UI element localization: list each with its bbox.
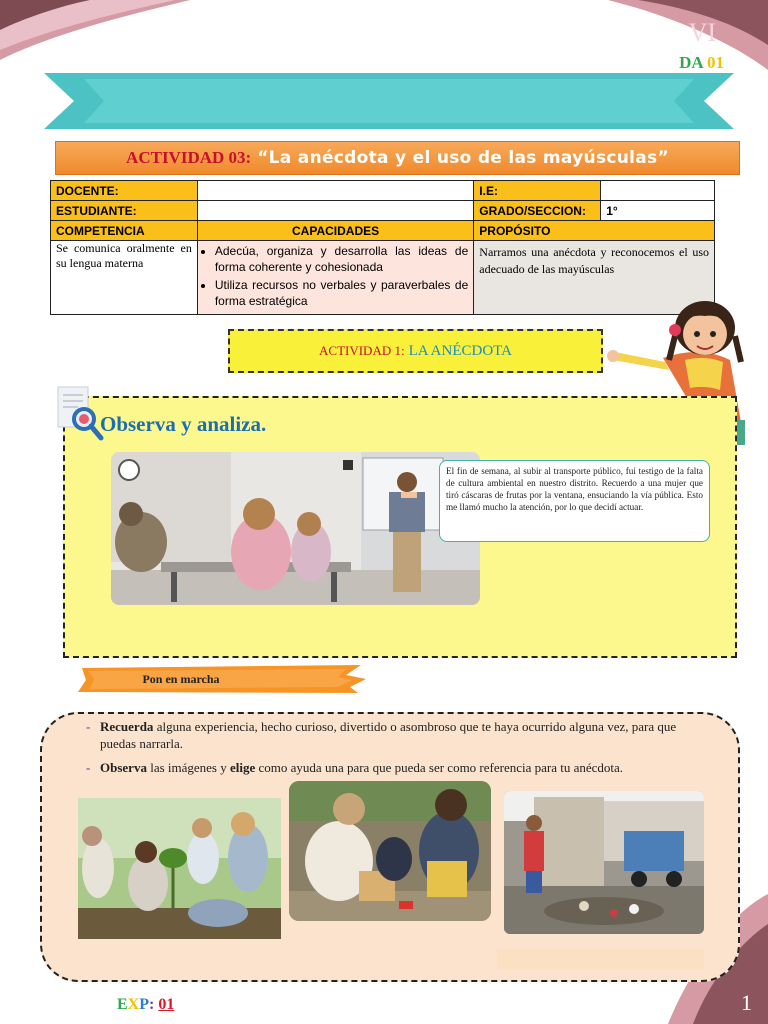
competencia-header: COMPETENCIA [51, 221, 198, 241]
instruction-item-recuerda [86, 718, 706, 752]
da-number: 01 [707, 53, 724, 72]
page-number: 1 [741, 990, 752, 1015]
magnifier-document-icon [56, 385, 104, 443]
instruction-item-observa [86, 759, 706, 776]
dash-bullet-icon: - [86, 760, 91, 775]
estudiante-field[interactable] [197, 201, 473, 221]
competencia-text: Se comunica oralmente en su lengua materna [51, 241, 198, 315]
littered-street-photo [504, 791, 704, 934]
proposito-text: Narramos una anécdota y reconocemos el uso adecuado de las mayúsculas [474, 241, 715, 315]
da-prefix: DA [679, 53, 707, 72]
ie-field[interactable] [601, 181, 715, 201]
activity-1-box [228, 329, 603, 373]
activity-subtitle: “La anécdota y el uso de las mayúsculas” [257, 148, 669, 168]
anecdote-speech-bubble: El fin de semana, al subir al transporte público, fui testigo de la falta de cultura ambiental en nuestro distrito. Recuerdo a una mujer que tiró cáscaras de frutas por la ventana, ensuciando la vía pública. Esto me llamó mucho la atención, por lo que decidí actuar. [439, 460, 710, 542]
proposito-header: PROPÓSITO [474, 221, 715, 241]
activity-number: ACTIVIDAD 03: [126, 148, 252, 167]
capacidades-list [197, 241, 473, 315]
grado-label: GRADO/SECCION: [474, 201, 601, 221]
photo-caption-strip [497, 949, 704, 969]
observe-title: Observa y analiza. [100, 412, 267, 436]
estudiante-label: ESTUDIANTE: [51, 201, 198, 221]
exp-letter-x: X [127, 996, 140, 1013]
dash-bullet-icon: - [86, 719, 91, 734]
activity-title-bar [55, 141, 740, 175]
instruction-keyword: Recuerda [100, 719, 154, 734]
tree-planting-photo [78, 798, 281, 939]
docente-label: DOCENTE: [51, 181, 198, 201]
activity-1-name: LA ANÉCDOTA [408, 342, 512, 359]
cleanup-volunteers-photo [289, 781, 491, 921]
experience-code [117, 996, 174, 1014]
info-table [50, 180, 715, 315]
corner-roman-numeral: VI [688, 18, 716, 47]
capacidades-header: CAPACIDADES [197, 221, 473, 241]
exp-letter-p: P [139, 996, 150, 1013]
instruction-text: las imágenes y [146, 760, 230, 775]
instruction-keyword: Observa [100, 760, 147, 775]
exp-number: 01 [158, 996, 175, 1013]
classroom-photo [111, 452, 480, 605]
grado-field[interactable]: 1° [601, 201, 715, 221]
pon-en-marcha-label: Pon en marcha [142, 671, 220, 686]
exp-colon: : [149, 996, 159, 1013]
instruction-text: como ayuda una para que pueda ser como referencia para tu anécdota. [255, 760, 624, 775]
instruction-keyword: elige [230, 760, 256, 775]
docente-field[interactable] [197, 181, 473, 201]
capacidad-item: • Utiliza recursos no verbales y paraverbales de forma estratégica [215, 277, 468, 309]
instruction-text: alguna experiencia, hecho curioso, divertido o asombroso que te haya ocurrido alguna vez, para que puedas narrarla. [100, 719, 677, 751]
ie-label: I.E: [474, 181, 601, 201]
header-ribbon [44, 73, 734, 129]
capacidad-item: • Adecúa, organiza y desarrolla las ideas de forma coherente y cohesionada [215, 243, 468, 275]
exp-letter-e: E [117, 996, 128, 1013]
activity-1-label: ACTIVIDAD 1: [319, 343, 405, 358]
corner-decoration-top-left [0, 0, 190, 60]
da-code [679, 53, 724, 73]
